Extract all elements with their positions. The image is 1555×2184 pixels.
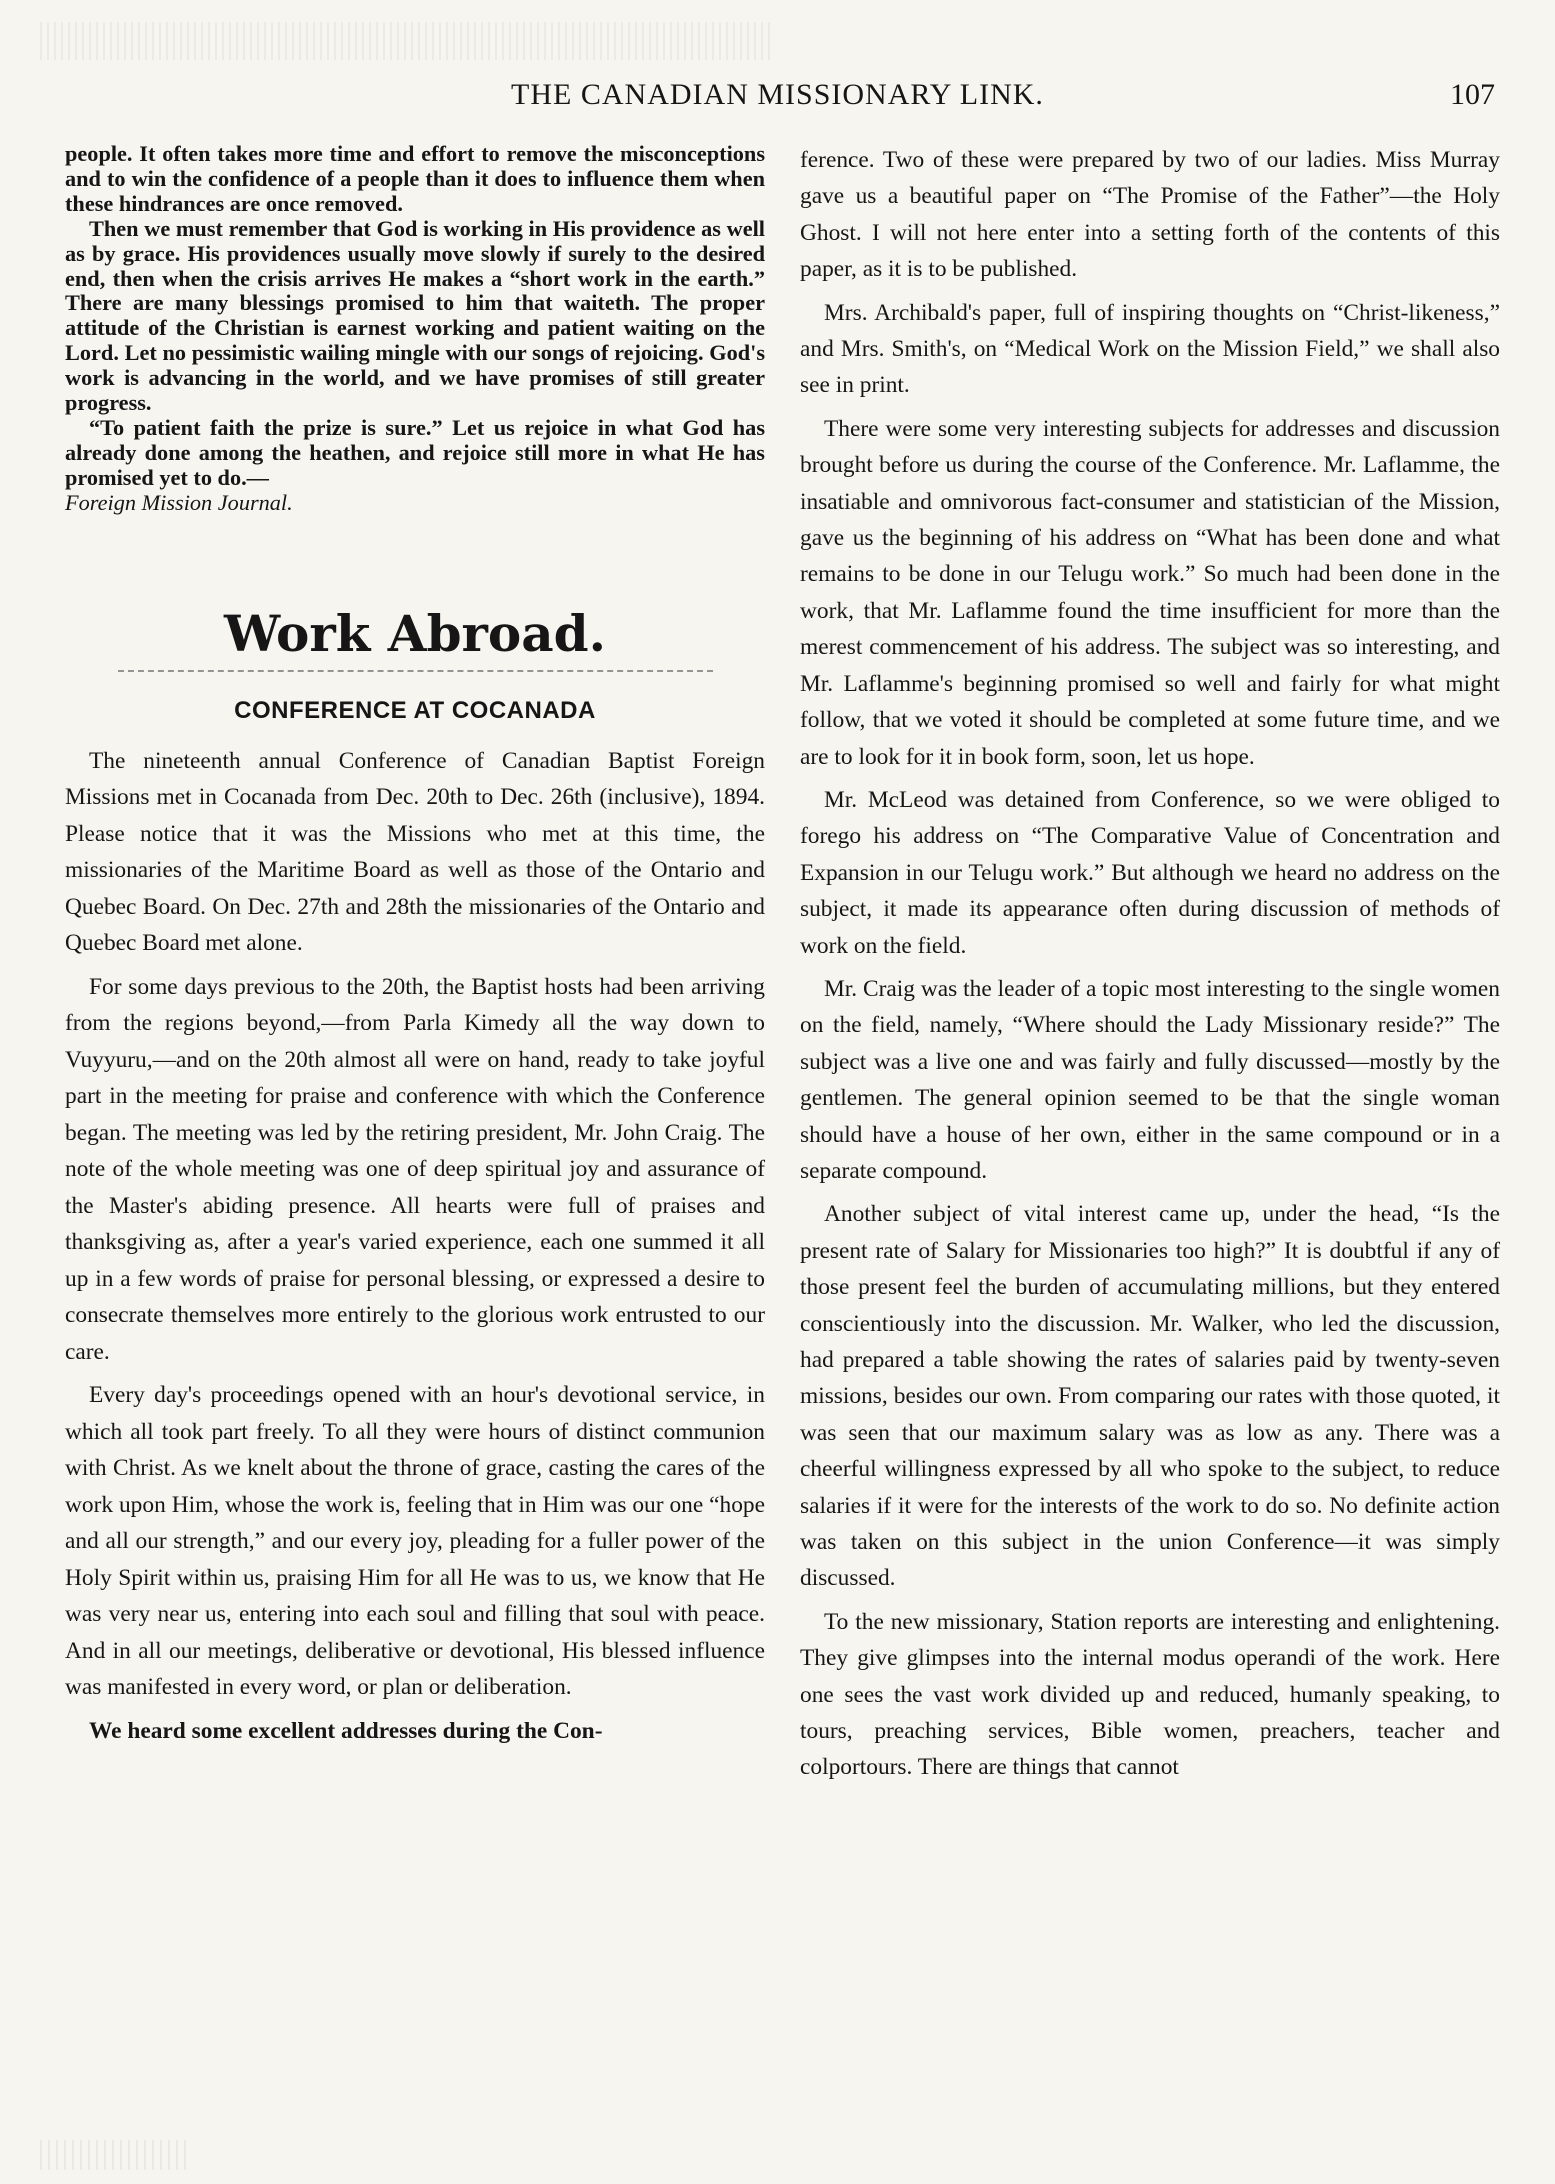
article-paragraph: Another subject of vital interest came up, under the head, “Is the present rate of Salary for Missionaries too high?” It is doubtful if any of those present feel the burden of accumulating millions, but they entered conscientiously into the discussion. Mr. Walker, who led the discussion, had prepared a table showing the rates of salaries paid by twenty-seven missions, besides our own. From comparing our rates with those quoted, it was seen that our maximum salary was as low as any. There was a cheerful willingness expressed by all who spoke to the subject, to reduce salaries if it were for the interests of the work to do so. No definite action was taken on this subject in the union Conference—it was simply discussed. [800,1201,1500,1592]
intro-paragraph: Then we must remember that God is working in His providence as well as by grace. His providences usually move slowly if surely to the desired end, then when the crisis arrives He makes a “short work in the earth.” There are many blessings promised to him that waiteth. The proper attitude of the Christian is earnest working and patient waiting on the Lord. Let no pessimistic wailing mingle with our songs of rejoicing. God's work is advancing in the world, and we have promises of still greater progress. [65,215,765,416]
article-paragraph: The nineteenth annual Conference of Canadian Baptist Foreign Missions met in Cocanada from Dec. 20th to Dec. 26th (inclusive), 1894. Please notice that it was the Missions who met at this time, the missionaries of the Maritime Board as well as those of the Ontario and Quebec Board. On Dec. 27th and 28th the missionaries of the Ontario and Quebec Board met alone. [65,747,765,957]
intro-closing: “To patient faith the prize is sure.” Let us rejoice in what God has already done among the heathen, and rejoice still more in what He has promised yet to do.— [65,414,765,490]
article-paragraph: To the new missionary, Station reports are interesting and enlightening. They give glimpses into the internal modus operandi of the work. Here one sees the vast work divided up and reduced, humanly speaking, to tours, preaching services, Bible women, preachers, teacher and colportours. There are things that cannot [800,1608,1500,1781]
article-paragraph: For some days previous to the 20th, the Baptist hosts had been arriving from the regions beyond,—from Parla Kimedy all the way down to Vuyyuru,—and on the 20th almost all were on hand, ready to take joyful part in the meeting for praise and conference with which the Conference began. The meeting was led by the retiring president, Mr. John Craig. The note of the whole meeting was one of deep spiritual joy and assurance of the Master's abiding presence. All hearts were full of praises and thanksgiving as, after a year's varied experience, each one summed it all up in a few words of praise for personal blessing, or expressed a desire to consecrate themselves more entirely to the glorious work entrusted to our care. [65,973,765,1365]
journal-title: THE CANADIAN MISSIONARY LINK. [511,78,1044,111]
left-column [65,142,765,1749]
article-paragraph: Every day's proceedings opened with an hour's devotional service, in which all took part freely. To all they were hours of distinct communion with Christ. As we knelt about the throne of grace, casting the cares of the work upon Him, whose the work is, feeling that in Him was our one “hope and all our strength,” and our every joy, pleading for a fuller power of the Holy Spirit within us, praising Him for all He was to us, we know that He was very near us, entering into each soul and filling that soul with peace. And in all our meetings, deliberative or devotional, His blessed influence was manifested in every word, or plan or deliberation. [65,1382,765,1701]
article-paragraph: We heard some excellent addresses during the Con- [89,1717,603,1744]
article-paragraph: There were some very interesting subjects for addresses and discussion brought before us during the course of the Conference. Mr. Laflamme, the insatiable and omnivorous fact-consumer and statistician of the Mission, gave us the beginning of his address on “What has been done and what remains to be done in our Telugu work.” So much had been done in the work, that Mr. Laflamme found the time insufficient for more than the merest commencement of his address. The subject was so interesting, and Mr. Laflamme's beginning promised so well and fairly for what might follow, that we voted it should be completed at some future time, and we are to look for it in book form, soon, let us hope. [800,415,1500,770]
running-header [0,78,1555,118]
section-divider [118,670,713,672]
article-body [65,743,765,1750]
intro-paragraph [65,416,765,516]
article-paragraph: ference. Two of these were prepared by two of our ladies. Miss Murray gave us a beautiful paper on “The Promise of the Father”—the Holy Ghost. I will not here enter into a setting forth of the contents of this paper, as it is to be published. [800,147,1500,283]
article-title: CONFERENCE AT COCANADA [234,696,596,724]
source-credit: Foreign Mission Journal. [65,489,293,515]
article-paragraph: Mr. McLeod was detained from Conference, so we were obliged to forego his address on “The Comparative Value of Concentration and Expansion in our Telugu work.” But although we heard no address on the subject, it made its appearance often during discussion of methods of work on the field. [800,786,1500,959]
article-paragraph: Mr. Craig was the leader of a topic most interesting to the single women on the field, namely, “Where should the Lady Missionary reside?” The subject was a live one and was fairly and fully discussed—mostly by the gentlemen. The general opinion seemed to be that the single woman should have a house of her own, either in the same compound or in a separate compound. [800,975,1500,1184]
right-column [800,142,1500,1793]
intro-paragraph: people. It often takes more time and effort to remove the misconceptions and to win the confidence of a people than it does to influence them when these hindrances are once removed. [65,141,765,216]
article-paragraph: Mrs. Archibald's paper, full of inspiring thoughts on “Christ-likeness,” and Mrs. Smith's, on “Medical Work on the Mission Field,” we shall also see in print. [800,299,1500,399]
scan-artifact-bottom [40,2140,190,2170]
intro-text [65,142,765,516]
section-heading: Work Abroad. [223,603,607,663]
scan-artifact-top [40,22,770,60]
page-number: 107 [1450,78,1495,111]
